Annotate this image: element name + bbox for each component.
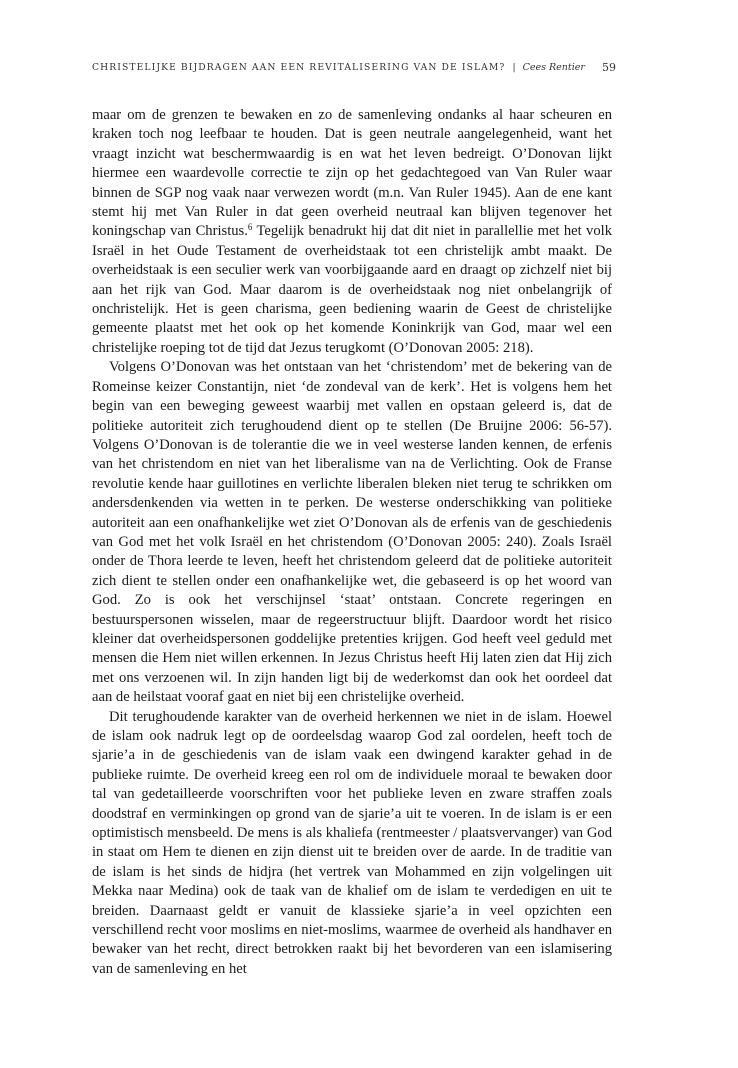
header-separator: | [512, 62, 516, 73]
paragraph: Dit terughoudende karakter van de overheid herkennen we niet in de islam. Hoewel de islam ook nadruk legt op de oordeelsdag waarop God zal oordelen, heeft toch de sjarie’a in de geschiedenis van de islam vaak een dwingend karakter gehad in de publieke ruimte. De overheid kreeg een rol om de individuele moraal te bewaken door tal van gedetailleerde voorschriften voor het publieke leven en zware straffen zoals doodstraf en verminkingen op grond van de sjarie’a uit te voeren. In de islam is er een optimistisch mensbeeld. De mens is als khaliefa (rentmeester / plaatsvervanger) van God in staat om Hem te dienen en zijn dienst uit te breiden over de aarde. In de traditie van de islam is het sinds de hidjra (het vertrek van Mohammed en zijn volgelingen uit Mekka naar Medina) ook de taak van de khalief om de islam te verdedigen en uit te breiden. Daarnaast geldt er vanuit de klassieke sjarie’a in veel opzichten een verschillend recht voor moslims en niet-moslims, waarmee de overheid als handhaver en bewaker van het recht, direct betrokken raakt bij het bevorderen van een islamisering van de samenleving en het [92, 708, 612, 977]
paragraph-text: maar om de grenzen te bewaken en zo de samenleving ondanks al haar scheuren en kraken toch nog leefbaar te houden. Dat is geen neutrale aangelegenheid, want het vraagt inzicht wat beschermwaardig is en wat het leven bedreigt. O’Donovan lijkt hiermee een waardevolle correctie te zijn op het gedachtegoed van Van Ruler waar binnen de SGP nog vaak naar verwezen wordt (m.n. Van Ruler 1945). Aan de ene kant stemt hij met Van Ruler in dat geen overheid neutraal kan blijven tegenover het koningschap van Christus. [92, 107, 612, 240]
page-number: 59 [602, 61, 616, 74]
body-text [92, 106, 612, 979]
header-author: Cees Rentier [522, 62, 585, 73]
running-header [92, 62, 612, 80]
paragraph [92, 106, 612, 358]
paragraph-text: Tegelijk benadrukt hij dat dit niet in parallellie met het volk Israël in het Oude Testament de overheidstaak tot een christelijk ambt maakt. De overheidstaak is een seculier werk van voorbijgaande aard en draagt op zichzelf niet bij aan het rijk van God. Maar daarom is de overheidstaak nog niet onbelangrijk of onchristelijk. Het is geen charisma, geen bediening waarin de Geest de christelijke gemeente plaatst met het ook op het komende Koninkrijk van God, maar wel een christelijke roeping tot de tijd dat Jezus terugkomt (O’Donovan 2005: 218). [92, 223, 612, 356]
footnote-marker[interactable]: 6 [247, 222, 253, 233]
running-title: CHRISTELIJKE BIJDRAGEN AAN EEN REVITALISERING VAN DE ISLAM? [92, 62, 506, 73]
paragraph: Volgens O’Donovan was het ontstaan van het ‘christendom’ met de bekering van de Romeinse keizer Constantijn, niet ‘de zondeval van de kerk’. Het is volgens hem het begin van een beweging geweest waarbij met vallen en opstaan geleerd is, dat de politieke autoriteit zich terughoudend dient op te stellen (De Bruijne 2006: 56-57). Volgens O’Donovan is de tolerantie die we in veel westerse landen kennen, de erfenis van het christendom en niet van het liberalisme van na de Verlichting. Ook de Franse revolutie kende haar guillotines en verlichte liberalen bleken niet terug te schrikken om andersdenkenden via wetten in te perken. De westerse onderschikking van politieke autoriteit aan een onafhankelijke wet ziet O’Donovan als de erfenis van de geschiedenis van God met het volk Israël en het christendom (O’Donovan 2005: 240). Zoals Israël onder de Thora leerde te leven, heeft het christendom geleerd dat de politieke autoriteit zich dient te stellen onder een onafhankelijke wet, die gebaseerd is op het woord van God. Zo is ook het verschijnsel ‘staat’ ontstaan. Concrete regeringen en bestuurspersonen wisselen, maar de regeerstructuur blijft. Daardoor wordt het risico kleiner dat overheidspersonen goddelijke pretenties krijgen. God heeft veel geduld met mensen die Hem niet willen erkennen. In Jezus Christus heeft Hij laten zien dat Hij zich met ons verzoenen wil. In zijn handen ligt bij de wederkomst dan ook het oordeel dat aan de heilstaat vooraf gaat en niet bij een christelijke overheid. [92, 359, 612, 706]
